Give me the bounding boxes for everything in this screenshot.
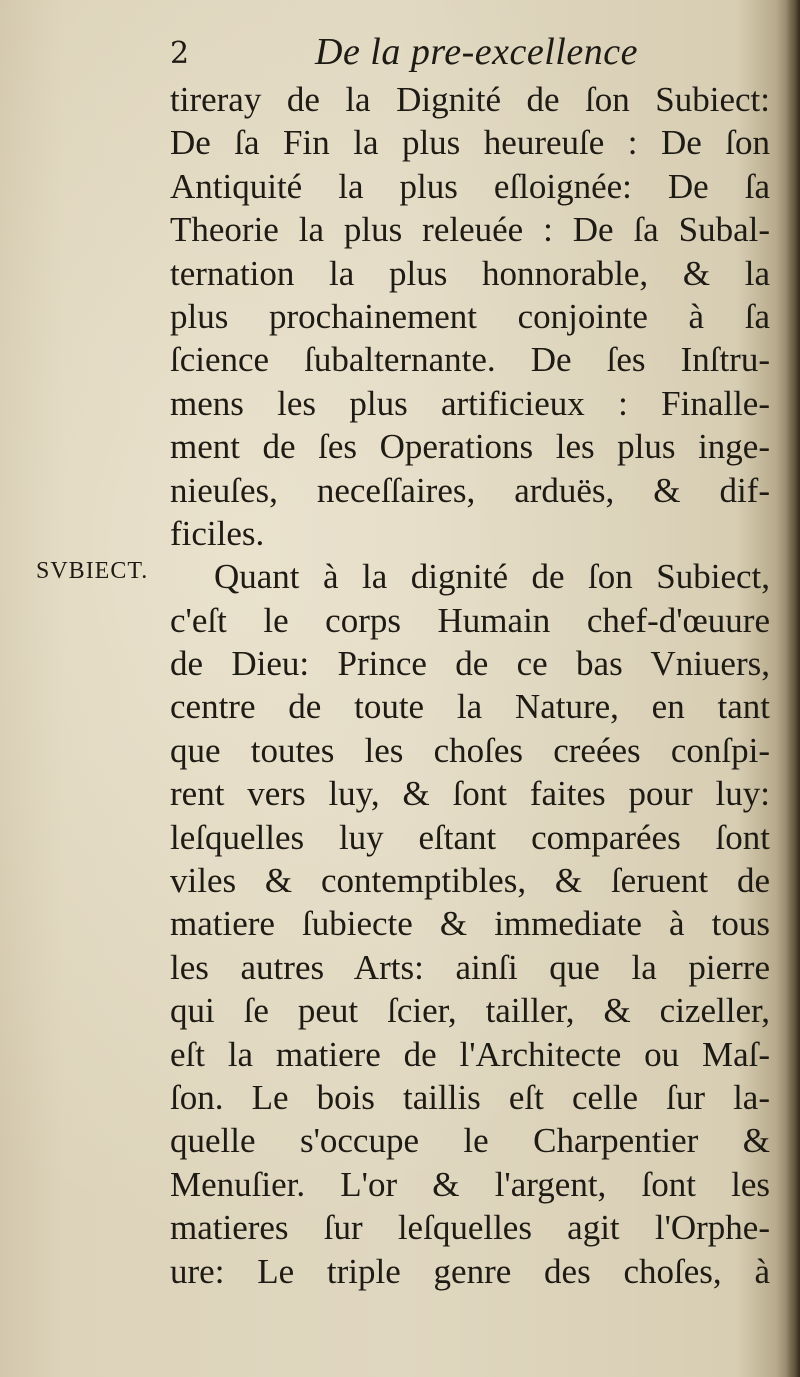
text-line: matiere ſubiecte & immediate à tous bbox=[170, 904, 770, 944]
text-line: tireray de la Dignité de ſon Subiect: bbox=[170, 80, 770, 119]
text-line: que toutes les choſes creées conſpi- bbox=[170, 730, 770, 770]
text-line: Quant à la dignité de ſon Subiect, bbox=[214, 557, 770, 597]
body-text bbox=[170, 78, 770, 1293]
text-line: quelle s'occupe le Charpentier & bbox=[170, 1121, 770, 1161]
text-line: matieres ſur leſquelles agit l'Orphe- bbox=[170, 1208, 770, 1248]
text-line: plus prochainement conjointe à ſa bbox=[170, 296, 770, 336]
text-line: De ſa Fin la plus heureuſe : De ſon bbox=[170, 123, 770, 163]
page-number: 2 bbox=[170, 36, 190, 71]
text-line: leſquelles luy eſtant comparées ſont bbox=[170, 817, 770, 857]
page-header bbox=[170, 30, 770, 80]
text-line: ſcience ſubalternante. De ſes Inſtru- bbox=[170, 340, 770, 380]
text-line: eſt la matiere de l'Architecte ou Maſ- bbox=[170, 1034, 770, 1074]
margin-note: SVBIECT. bbox=[36, 558, 149, 584]
text-line: c'eſt le corps Humain chef-d'œuure bbox=[170, 600, 770, 640]
text-line: ment de ſes Operations les plus inge- bbox=[170, 427, 770, 467]
text-line: de Dieu: Prince de ce bas Vniuers, bbox=[170, 644, 770, 684]
text-line: viles & contemptibles, & ſeruent de bbox=[170, 861, 770, 901]
text-line: centre de toute la Nature, en tant bbox=[170, 687, 770, 727]
text-line: Menuſier. L'or & l'argent, ſont les bbox=[170, 1164, 770, 1204]
text-line: rent vers luy, & ſont faites pour luy: bbox=[170, 774, 770, 814]
text-line: Antiquité la plus eſloignée: De ſa bbox=[170, 166, 770, 206]
text-line: les autres Arts: ainſi que la pierre bbox=[170, 947, 770, 987]
text-line: nieuſes, neceſſaires, arduës, & dif- bbox=[170, 470, 770, 510]
running-head: De la pre-excellence bbox=[315, 31, 638, 73]
text-line: qui ſe peut ſcier, tailler, & cizeller, bbox=[170, 991, 770, 1031]
text-line: Theorie la plus releuée : De ſa Subal- bbox=[170, 210, 770, 250]
page-edge-shadow bbox=[786, 0, 800, 1377]
text-line: ure: Le triple genre des choſes, à bbox=[170, 1251, 770, 1291]
text-line: ſon. Le bois taillis eſt celle ſur la- bbox=[170, 1077, 770, 1117]
text-line: ficiles. bbox=[170, 513, 265, 553]
text-line: ternation la plus honnorable, & la bbox=[170, 253, 770, 293]
text-line: mens les plus artificieux : Finalle- bbox=[170, 383, 770, 423]
